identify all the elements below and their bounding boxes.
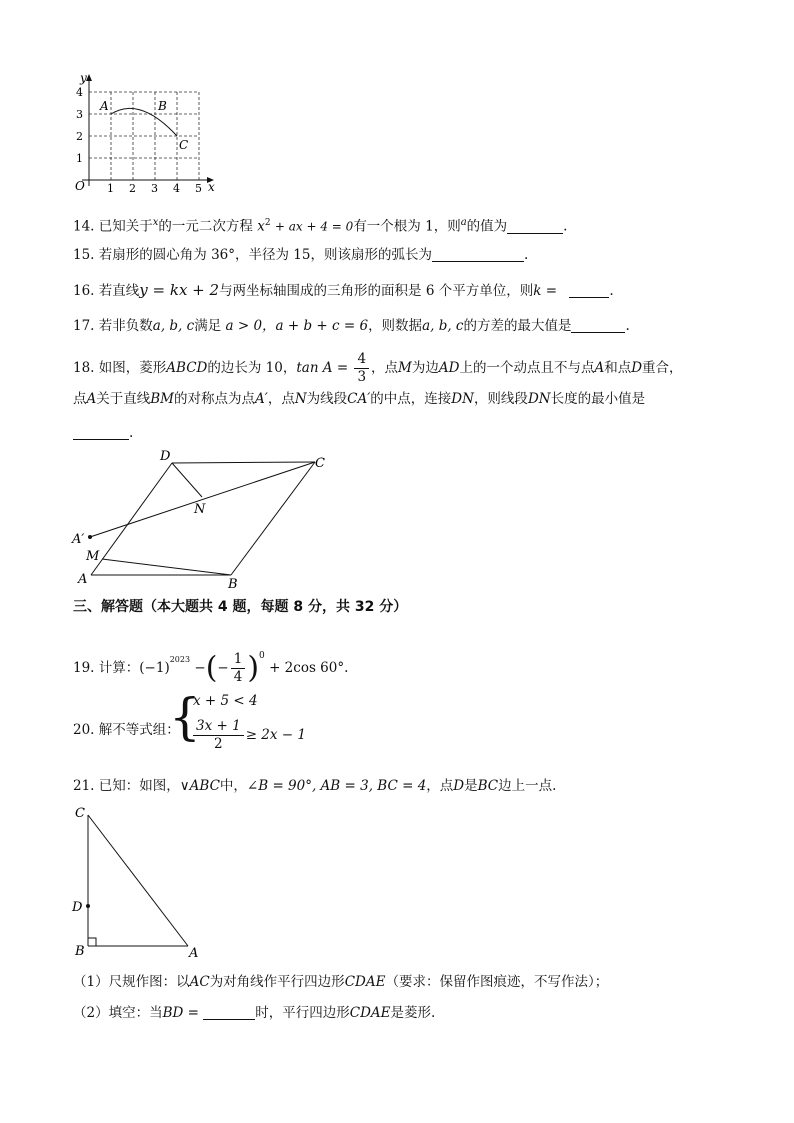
q14-eq-x: x xyxy=(257,218,265,235)
x-tick-3: 3 xyxy=(151,182,158,195)
q17-mid: 满足 xyxy=(194,318,222,334)
question-16 xyxy=(73,280,614,301)
q18-answer-blank[interactable] xyxy=(73,425,129,440)
q18-fraction xyxy=(354,351,369,386)
x-tick-4: 4 xyxy=(173,182,180,195)
q17-abc2: a, b, c xyxy=(422,318,464,334)
q18-l1-post: ，点 xyxy=(371,360,399,376)
q14-post2: 的值为 xyxy=(466,218,508,235)
q14-post1: 有一个根为 1，则 xyxy=(353,218,461,235)
q16-mid: 与两坐标轴围成的三角形的面积是 6 个平方单位，则 xyxy=(219,283,534,299)
q19-frac-den: 4 xyxy=(233,669,243,685)
q21-2-number: （2） xyxy=(73,1005,109,1021)
label-b: B xyxy=(75,944,85,959)
q18-l2-h: 长度的最小值是 xyxy=(550,391,646,407)
q18-l2-c: 的对称点为点 xyxy=(174,391,255,407)
y-tick-1: 1 xyxy=(76,152,83,165)
q18-d: D xyxy=(631,360,643,376)
q21-triangle: ∨ABC xyxy=(179,778,220,794)
q14-mid: 的一元二次方程 xyxy=(158,218,253,235)
segment-mb xyxy=(102,559,231,575)
q19-minus: − xyxy=(194,660,206,676)
label-b: B xyxy=(228,577,238,590)
q18-l1-mid: 的边长为 10， xyxy=(207,360,297,376)
q20-ineq2-rest: ≥ 2x − 1 xyxy=(245,727,306,743)
q14-eq-exp: 2 xyxy=(264,218,271,228)
q19-end: . xyxy=(344,660,349,676)
q20-brace: { xyxy=(169,688,201,746)
q19-exponent: 2023 xyxy=(169,655,191,664)
q21-bc: BC xyxy=(477,778,499,794)
q18-l1-pre: 如图，菱形 xyxy=(98,360,167,376)
q18-number: 18. xyxy=(73,360,95,376)
segment-dn xyxy=(172,463,202,497)
label-d: D xyxy=(160,449,171,464)
q17-post2: 的方差的最大值是 xyxy=(463,318,572,334)
q14-number: 14. xyxy=(73,218,95,235)
q18-l2-a: 点 xyxy=(73,391,87,407)
q16-pre: 若直线 xyxy=(98,283,140,299)
coordinate-graph xyxy=(60,68,230,198)
q21-d: D xyxy=(453,778,465,794)
q21-pre: 已知：如图， xyxy=(98,778,180,794)
q18-m: M xyxy=(398,360,412,376)
point-d xyxy=(86,904,90,908)
q15-number: 15. xyxy=(73,247,95,263)
q14-pre: 已知关于 xyxy=(98,218,153,235)
q19-fraction xyxy=(231,651,246,686)
label-a: A xyxy=(189,946,199,961)
q20-inequality-1: x + 5 < 4 xyxy=(193,693,258,709)
q19-rest: + 2cos 60° xyxy=(269,660,345,676)
x-tick-1: 1 xyxy=(107,182,114,195)
q17-end: . xyxy=(625,318,630,334)
q18-l2-cap: CA′ xyxy=(347,391,371,407)
q20-fraction xyxy=(193,718,244,753)
q21-1-ac: AC xyxy=(189,974,210,990)
q15-answer-blank[interactable] xyxy=(432,247,524,262)
q16-eq: y = kx + 2 xyxy=(139,281,220,299)
y-axis-label: y xyxy=(80,71,87,85)
q21-2-answer-blank[interactable] xyxy=(203,1005,255,1020)
q18-l2-A: A xyxy=(86,391,97,407)
point-a-label: A xyxy=(100,99,109,113)
q18-l1-post2: 为边 xyxy=(411,360,439,376)
right-triangle-figure xyxy=(66,800,216,965)
label-a: A xyxy=(78,572,88,587)
graph-curve xyxy=(111,108,177,136)
q18-l2-n: N xyxy=(294,391,307,407)
question-15 xyxy=(73,245,528,265)
q18-l1-post3: 上的一个动点且不与点 xyxy=(459,360,595,376)
q20-label: 解不等式组： xyxy=(98,722,180,738)
question-18-line3 xyxy=(73,423,133,443)
q18-l1-post5: 重合， xyxy=(642,360,683,376)
q17-cond: a > 0，a + b + c = 6 xyxy=(225,318,369,334)
y-tick-2: 2 xyxy=(76,130,83,143)
q20-prefix xyxy=(73,718,180,738)
x-axis-label: x xyxy=(208,180,215,194)
q18-l2-f: 的中点，连接 xyxy=(370,391,452,407)
question-21-part-2 xyxy=(73,1003,435,1023)
q17-post: ，则数据 xyxy=(368,318,423,334)
q19-frac-num: 1 xyxy=(231,651,246,669)
right-angle-marker xyxy=(88,938,96,946)
q19-lparen: ( xyxy=(205,650,218,686)
q19-base: (−1) xyxy=(139,660,170,676)
y-tick-4: 4 xyxy=(76,86,83,99)
q18-l1-post4: 和点 xyxy=(604,360,632,376)
q21-post2: 是 xyxy=(464,778,478,794)
question-19 xyxy=(73,636,348,688)
q20-frac-den: 2 xyxy=(214,736,223,752)
q21-2-pre: 填空：当 xyxy=(108,1005,163,1021)
q17-pre: 若非负数 xyxy=(98,318,153,334)
q19-label: 计算： xyxy=(98,660,140,676)
q14-eq-rest: + ax + 4 = 0 xyxy=(274,219,354,234)
q21-post3: 边上一点. xyxy=(498,778,557,794)
x-tick-5: 5 xyxy=(195,182,202,195)
label-m: M xyxy=(86,549,100,564)
q18-tan: tan A = xyxy=(296,360,349,376)
q20-frac-num: 3x + 1 xyxy=(193,718,244,736)
edge-da xyxy=(91,463,172,575)
label-n: N xyxy=(194,502,206,517)
question-18-line2 xyxy=(73,389,645,409)
q18-l2-dn2: DN xyxy=(527,391,551,407)
q18-l2-g: ，则线段 xyxy=(473,391,528,407)
q21-mid: 中， xyxy=(219,778,247,794)
edge-cb xyxy=(231,462,315,575)
q15-end: . xyxy=(523,247,529,263)
q19-number: 19. xyxy=(73,660,95,676)
section-3-heading: 三、解答题（本大题共 4 题，每题 8 分，共 32 分） xyxy=(73,599,408,615)
origin-label: O xyxy=(75,179,85,193)
q21-2-bd: BD = xyxy=(162,1005,199,1021)
point-c-label: C xyxy=(179,138,189,152)
q16-answer-blank[interactable] xyxy=(569,283,609,298)
question-17 xyxy=(73,316,630,336)
q14-answer-blank[interactable] xyxy=(507,219,563,234)
q21-number: 21. xyxy=(73,778,95,794)
q21-1-mid: 为对角线作平行四边形 xyxy=(209,974,345,990)
q18-l2-d: ，点 xyxy=(267,391,295,407)
q18-l2-dn: DN xyxy=(451,391,474,407)
q18-frac-num: 4 xyxy=(354,351,369,369)
q18-l2-ap: A′ xyxy=(255,391,268,407)
q18-l2-b: 关于直线 xyxy=(96,391,151,407)
question-20 xyxy=(73,690,373,760)
question-18-line1 xyxy=(73,350,683,386)
q18-frac-den: 3 xyxy=(357,369,367,385)
x-tick-2: 2 xyxy=(129,182,136,195)
question-21 xyxy=(73,776,556,796)
q18-a: A xyxy=(594,360,605,376)
q17-answer-blank[interactable] xyxy=(571,318,625,333)
q21-post: ，点 xyxy=(426,778,454,794)
edge-dc xyxy=(172,462,315,463)
q21-1-number: （1） xyxy=(73,974,109,990)
q21-1-post: （要求：保留作图痕迹，不写作法）； xyxy=(385,974,609,990)
segment-apc xyxy=(90,462,315,537)
point-a-prime xyxy=(88,535,92,539)
q14-var-x: x xyxy=(152,217,159,228)
q16-k: k = xyxy=(533,283,558,299)
q14-end: . xyxy=(563,218,568,235)
q20-number: 20. xyxy=(73,722,95,738)
q18-end: . xyxy=(129,425,134,441)
label-c: C xyxy=(75,806,85,821)
q21-2-cdae: CDAE xyxy=(349,1005,391,1021)
q18-abcd: ABCD xyxy=(166,360,208,376)
q21-1-cdae: CDAE xyxy=(344,974,386,990)
q19-zero-exponent: 0 xyxy=(259,651,265,661)
q18-l2-bm: BM xyxy=(150,391,174,407)
q21-condition: ∠B = 90°, AB = 3, BC = 4 xyxy=(246,778,427,794)
q19-rparen: ) xyxy=(247,650,260,686)
rhombus-figure xyxy=(66,445,336,590)
q16-number: 16. xyxy=(73,283,95,299)
question-14 xyxy=(73,213,567,237)
point-b-label: B xyxy=(158,99,167,113)
side-ca xyxy=(88,815,188,946)
q21-1-pre: 尺规作图：以 xyxy=(108,974,190,990)
label-a-prime: A′ xyxy=(72,532,85,547)
q14-var-a: a xyxy=(460,217,467,228)
q16-end: . xyxy=(609,283,614,299)
label-d: D xyxy=(72,900,83,915)
y-tick-3: 3 xyxy=(76,108,83,121)
q18-l2-e: 为线段 xyxy=(306,391,348,407)
q20-inequality-2 xyxy=(191,718,306,753)
label-c: C xyxy=(315,456,325,471)
q18-ad: AD xyxy=(438,360,460,376)
question-21-part-1 xyxy=(73,972,608,992)
q15-text: 若扇形的圆心角为 36°，半径为 15，则该扇形的弧长为 xyxy=(98,247,432,263)
q21-2-mid: 时，平行四边形 xyxy=(255,1005,350,1021)
q17-abc: a, b, c xyxy=(152,318,195,334)
q19-neg: − xyxy=(217,660,229,676)
q17-number: 17. xyxy=(73,318,95,334)
q21-2-post: 是菱形. xyxy=(390,1005,436,1021)
